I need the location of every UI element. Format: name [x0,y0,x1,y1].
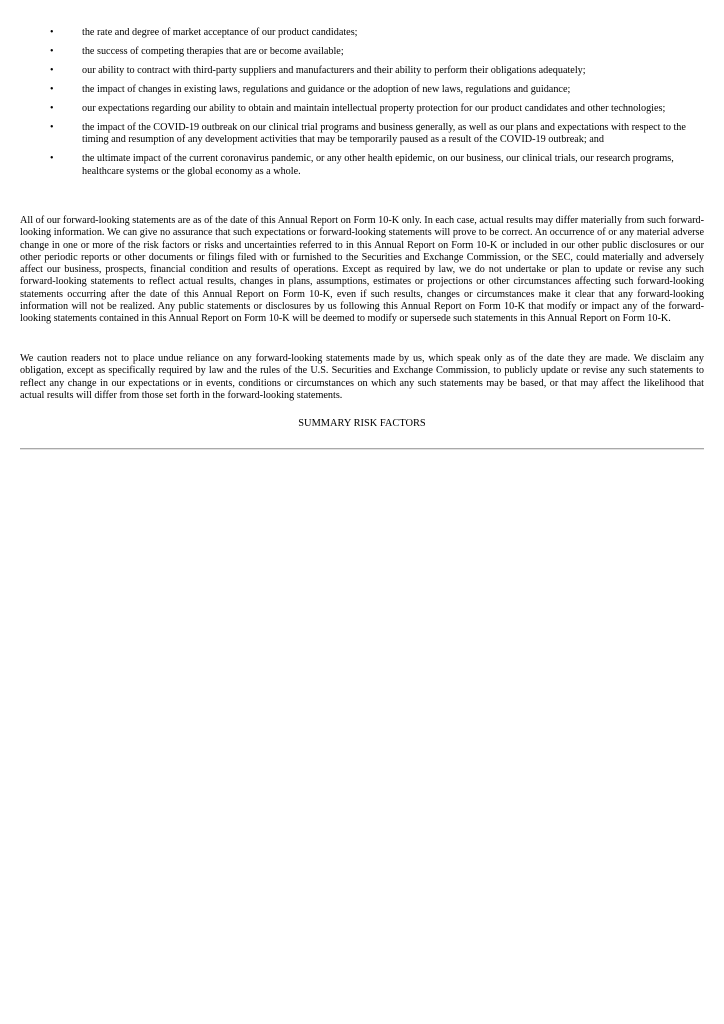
bullet-icon: • [50,65,54,76]
list-item-text: the ultimate impact of the current coronavirus pandemic, or any other health epidemic, on our business, our clinical trials, our research programs, healthcare systems or the global economy as a whole. [82,153,674,177]
forward-looking-factors-list [0,27,724,185]
caution-paragraph: We caution readers not to place undue reliance on any forward-looking statements made by us, which speak only as of the date they are made. We disclaim any obligation, except as specifically required by law and the rules of the U.S. Securities and Exchange Commission, to publicly update or revise any such statements to reflect any change in our expectations or in events, conditions or circumstances on which any such statements may be based, or that may affect the likelihood that actual results will differ from those set forth in the forward-looking statements. [20,353,704,401]
list-item-text: the impact of changes in existing laws, regulations and guidance or the adoption of new laws, regulations and guidance; [82,84,571,95]
list-item [0,153,724,178]
bullet-icon: • [50,27,54,38]
list-item-text: our expectations regarding our ability to obtain and maintain intellectual property protection for our product candidates and other technologies; [82,103,666,114]
forward-looking-disclaimer-paragraph: All of our forward-looking statements are as of the date of this Annual Report on Form 10-K only. In each case, actual results may differ materially from such forward-looking information. We can give no assurance that such expectations or forward-looking statements will prove to be correct. An occurrence of or any material adverse change in one or more of the risk factors or risks and uncertainties referred to in this Annual Report on Form 10-K or included in our other public disclosures or our other periodic reports or other documents or filings filed with or furnished to the Securities and Exchange Commission, or the SEC, could materially and adversely affect our business, prospects, financial condition and results of operations. Except as required by law, we do not undertake or plan to update or revise any such forward-looking statements to reflect actual results, changes in plans, assumptions, estimates or projections or other circumstances affecting such forward-looking statements occurring after the date of this Annual Report on Form 10-K, even if such results, changes or circumstances make it clear that any forward-looking information will not be realized. Any public statements or disclosures by us following this Annual Report on Form 10-K that modify or impact any of the forward-looking statements contained in this Annual Report on Form 10-K will be deemed to modify or supersede such statements in this Annual Report on Form 10-K. [20,215,704,324]
section-divider [20,448,704,450]
list-item [0,122,724,147]
list-item-text: our ability to contract with third-party suppliers and manufacturers and their ability to perform their obligations adequately; [82,65,586,76]
list-item [0,65,724,77]
bullet-icon: • [50,153,54,165]
list-item [0,84,724,96]
list-item [0,103,724,115]
bullet-icon: • [50,103,54,114]
list-item-text: the impact of the COVID-19 outbreak on our clinical trial programs and business generally, as well as our plans and expectations with respect to the timing and resumption of any development activities that may be temporarily paused as a result of the COVID-19 outbreak; and [82,122,686,146]
bullet-icon: • [50,46,54,57]
list-item [0,27,724,39]
bullet-icon: • [50,122,54,133]
list-item [0,46,724,58]
list-item-text: the success of competing therapies that are or become available; [82,46,344,57]
bullet-icon: • [50,84,54,95]
section-heading: SUMMARY RISK FACTORS [298,418,426,429]
list-item-text: the rate and degree of market acceptance of our product candidates; [82,27,358,38]
